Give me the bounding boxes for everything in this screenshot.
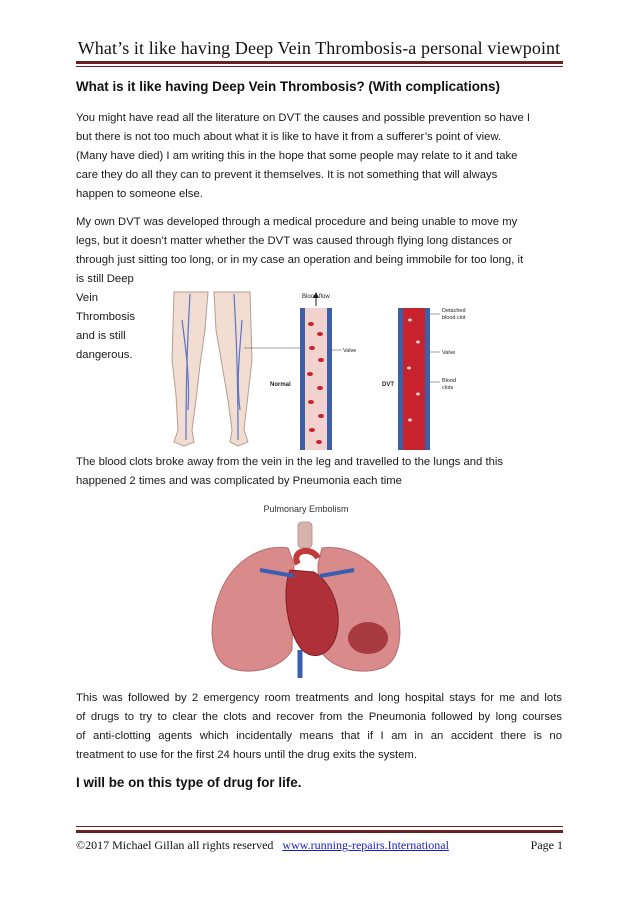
footer-copyright: ©2017 Michael Gillan all rights reserved	[76, 838, 274, 852]
text-line: legs, but it doesn’t matter whether the DVT was caused through flying long distances or	[76, 235, 513, 247]
text-line: My own DVT was developed through a medical procedure and being unable to move my	[76, 216, 518, 228]
text-line: Thrombosis	[76, 311, 136, 323]
conclusion-heading: I will be on this type of drug for life.	[76, 775, 302, 790]
legs-illustration	[172, 292, 252, 446]
detached-clot-label-1: Detached	[442, 308, 466, 314]
text-line: of anti-clotting agents which incidentally means that if I am in an accident there is no	[76, 730, 562, 742]
pe-title: Pulmonary Embolism	[263, 504, 349, 514]
detached-clot-label-2: blood clot	[442, 315, 466, 321]
left-lung	[212, 547, 294, 671]
treatment-paragraph	[76, 689, 562, 765]
text-line: of drugs to try to clear the clots and recover from the Pneumonia followed by long courses	[76, 711, 562, 723]
text-line: happened 2 times and was complicated by Pneumonia each time	[76, 475, 402, 487]
header-rule	[76, 61, 563, 64]
page-number: Page 1	[530, 838, 563, 852]
blood-clots-label-1: Blood	[442, 378, 457, 384]
section-heading: What is it like having Deep Vein Thrombosis? (With complications)	[76, 79, 500, 94]
text-line: through just sitting too long, or in my case an operation and being immobile for too long, it	[76, 254, 524, 266]
text-line: dangerous.	[76, 349, 133, 361]
text-line: happen to someone else.	[76, 188, 203, 200]
trachea	[298, 522, 312, 548]
intro-paragraph	[76, 109, 562, 204]
blood-clots-label-2: clots	[442, 385, 454, 391]
embolism-region	[348, 622, 388, 654]
normal-vein-lumen	[305, 308, 327, 450]
blood-flow-label: Blood flow	[302, 294, 330, 300]
footer-website-link[interactable]: www.running-repairs.International	[282, 838, 449, 852]
footer	[76, 838, 563, 853]
text-line: is still Deep	[76, 273, 134, 285]
footer-rule-thin	[76, 826, 563, 827]
text-line: Vein	[76, 292, 98, 304]
text-line: (Many have died) I am writing this in the hope that some people may relate to it and take	[76, 150, 518, 162]
dvt-illustration	[160, 290, 470, 452]
text-line: and is still	[76, 330, 126, 342]
valve-label-right: Valve	[442, 350, 456, 356]
dvt-label: DVT	[382, 382, 394, 388]
footer-rule	[76, 830, 563, 833]
aorta	[296, 551, 318, 564]
text-line: This was followed by 2 emergency room treatments and long hospital stays for me and lots	[76, 692, 562, 704]
text-line: You might have read all the literature on DVT the causes and possible prevention so have I	[76, 112, 531, 124]
pulmonary-embolism-illustration	[190, 500, 420, 678]
text-line: The blood clots broke away from the vein in the leg and travelled to the lungs and this	[76, 456, 504, 468]
header-rule-thin	[76, 66, 563, 67]
dvt-clot	[403, 308, 425, 450]
text-line: but there is not too much about what it is like to have it from a sufferer’s point of view.	[76, 131, 502, 143]
valve-label-left: Valve	[343, 348, 357, 354]
clots-paragraph	[76, 453, 562, 491]
text-line: treatment to use for the first 24 hours until the drug exits the system.	[76, 749, 417, 761]
text-line: care they do all they can to prevent it themselves. It is not something that will always	[76, 169, 498, 181]
header-title: What’s it like having Deep Vein Thrombosis-a personal viewpoint	[77, 38, 561, 58]
normal-label: Normal	[270, 382, 291, 388]
